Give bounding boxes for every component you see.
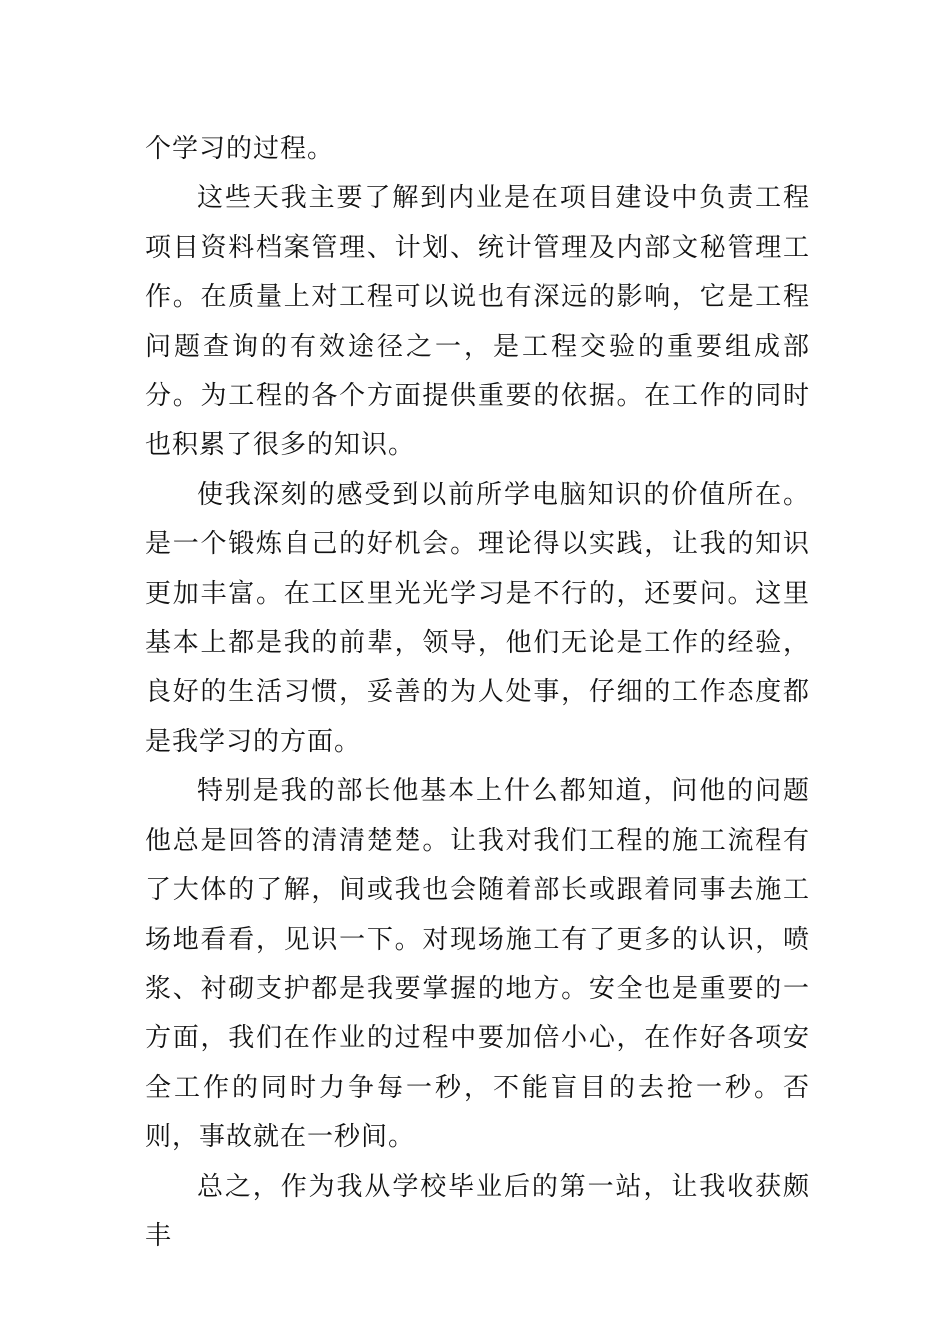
paragraph-computer-knowledge: 使我深刻的感受到以前所学电脑知识的价值所在。是一个锻炼自己的好机会。理论得以实践，让我的知识更加丰富。在工区里光光学习是不行的，还要问。这里基本上都是我的前辈，领导，他们无论是工作的经验，良好的生活习惯，妥善的为人处事，仔细的工作态度都是我学习的方面。 bbox=[145, 479, 810, 757]
paragraph-internal-work: 这些天我主要了解到内业是在项目建设中负责工程项目资料档案管理、计划、统计管理及内部文秘管理工作。在质量上对工程可以说也有深远的影响，它是工程问题查询的有效途径之一，是工程交验的重要组成部分。为工程的各个方面提供重要的依据。在工作的同时也积累了很多的知识。 bbox=[145, 183, 810, 461]
paragraph-summary: 总之，作为我从学校毕业后的第一站，让我收获颇丰 bbox=[145, 1171, 810, 1251]
paragraph-continuation: 个学习的过程。 bbox=[145, 134, 335, 164]
paragraph-department-head: 特别是我的部长他基本上什么都知道，问他的问题他总是回答的清清楚楚。让我对我们工程的施工流程有了大体的了解，间或我也会随着部长或跟着同事去施工场地看看，见识一下。对现场施工有了更多的认识，喷浆、衬砌支护都是我要掌握的地方。安全也是重要的一方面，我们在作业的过程中要加倍小心，在作好各项安全工作的同时力争每一秒，不能盲目的去抢一秒。否则，事故就在一秒间。 bbox=[145, 776, 810, 1153]
document-body bbox=[145, 125, 810, 1261]
